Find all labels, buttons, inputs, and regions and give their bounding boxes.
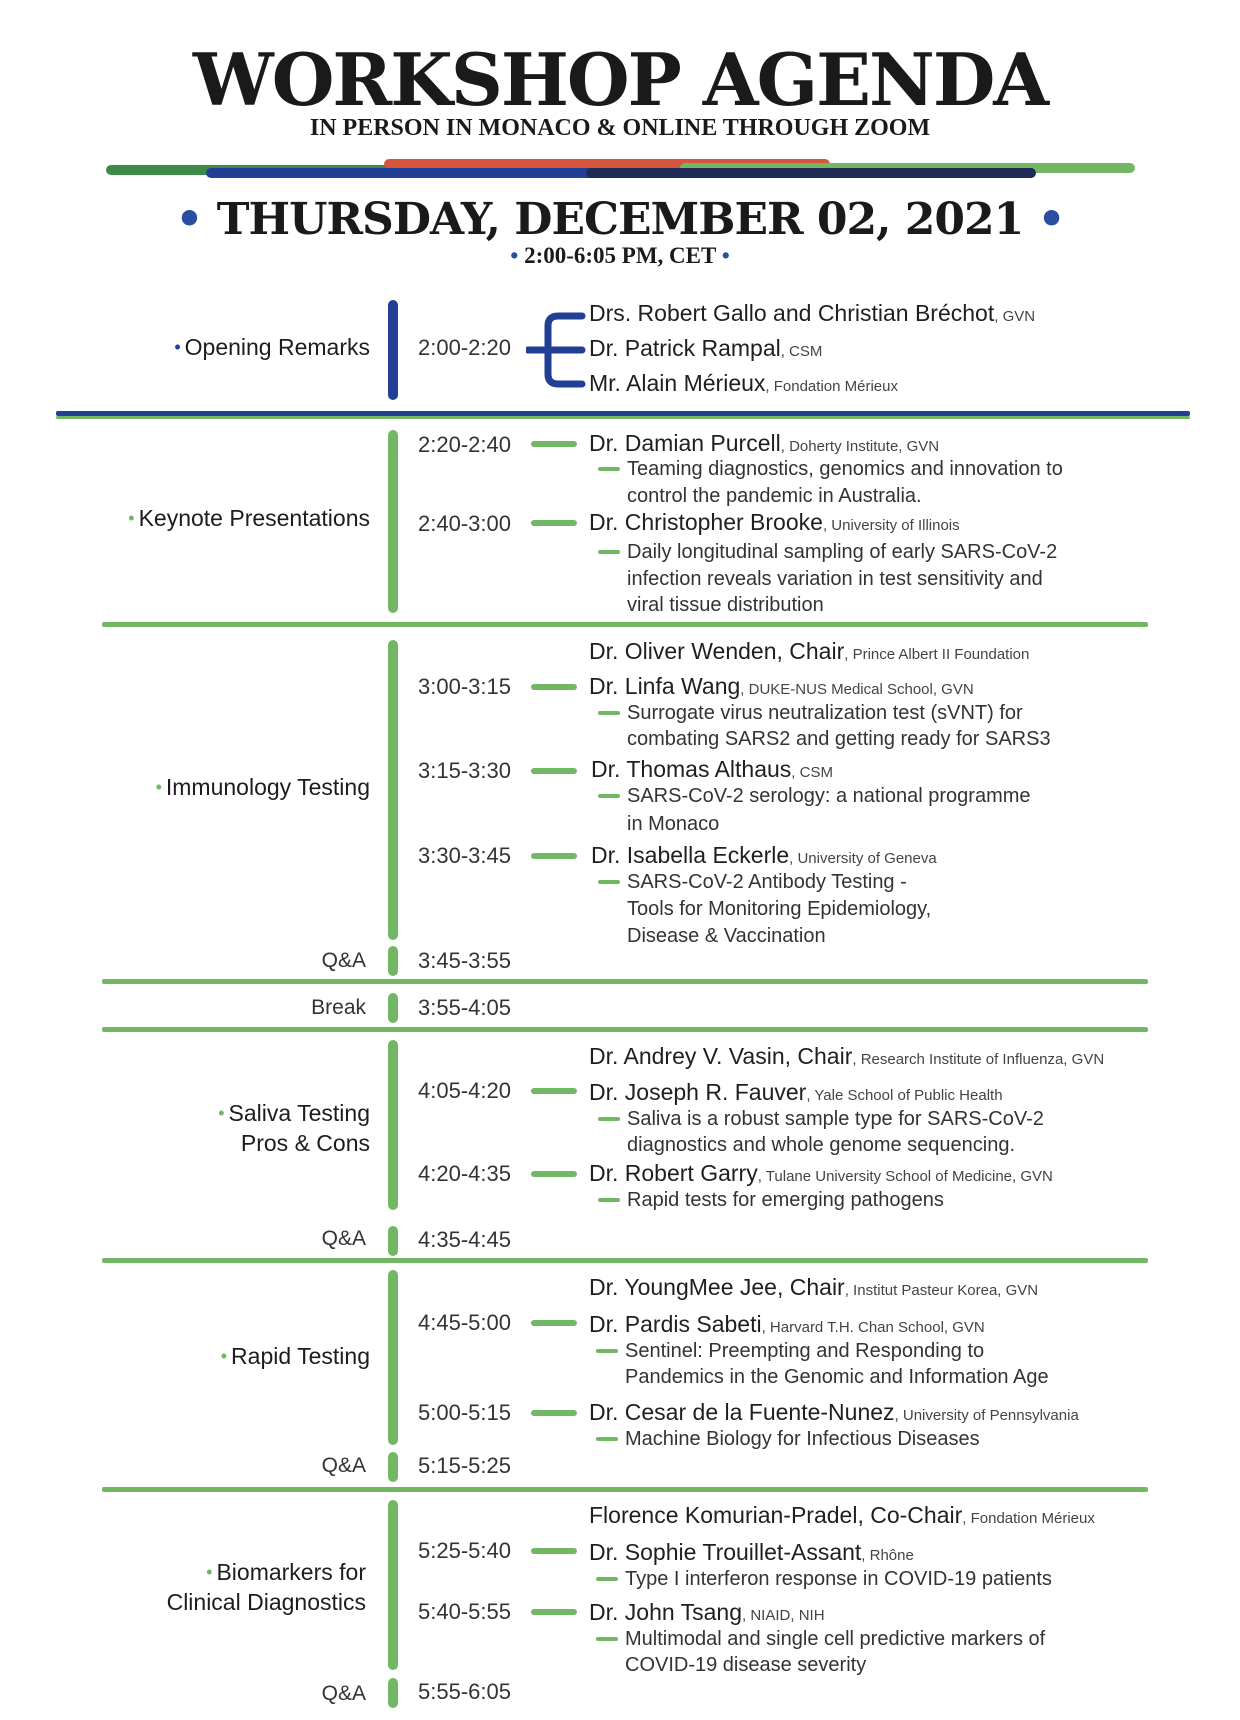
divider-green [102, 622, 1148, 627]
divider-green [102, 1487, 1148, 1492]
chair [589, 1500, 1095, 1534]
section-bullet: • [220, 1346, 228, 1366]
talk-title: Machine Biology for Infectious Diseases [625, 1428, 980, 1450]
speaker-name: Mr. Alain Mérieux [589, 370, 766, 396]
talk-title: SARS-CoV-2 Antibody Testing - [627, 871, 907, 893]
talk-title: control the pandemic in Australia. [627, 485, 922, 507]
talk-dash [598, 1198, 620, 1202]
qa-label: Q&A [321, 949, 366, 972]
speaker [589, 333, 822, 367]
chair-name: Dr. YoungMee Jee, Chair [589, 1274, 845, 1300]
qa-time: 3:45-3:55 [418, 948, 511, 973]
event-date [0, 193, 1240, 247]
section-bullet: • [128, 508, 135, 528]
connector-line [531, 520, 577, 526]
time-slot: 2:40-3:00 [418, 511, 511, 536]
connector-line [531, 441, 577, 447]
speaker-name: Dr. Cesar de la Fuente-Nunez [589, 1399, 895, 1425]
talk-title: Sentinel: Preempting and Responding to [625, 1340, 985, 1362]
time-slot: 4:20-4:35 [418, 1161, 511, 1186]
speaker-name: Dr. Joseph R. Fauver [589, 1079, 807, 1105]
page-title: WORKSHOP AGENDA [192, 37, 1048, 122]
talk-title: Type I interferon response in COVID-19 patients [625, 1568, 1052, 1590]
speaker-affiliation: , University of Pennsylvania [894, 1407, 1079, 1424]
section-label [80, 1341, 370, 1371]
section-label-text: Opening Remarks [184, 334, 370, 360]
qa-label: Q&A [321, 1682, 366, 1705]
speaker-name: Dr. Damian Purcell [589, 430, 781, 456]
band-navy [586, 168, 1036, 178]
talk-title: diagnostics and whole genome sequencing. [627, 1134, 1016, 1156]
time-slot: 5:25-5:40 [418, 1538, 511, 1563]
section-divider-bar [388, 430, 398, 613]
connector-line [531, 853, 577, 859]
section-label [80, 1557, 366, 1587]
speaker-name: Dr. Sophie Trouillet-Assant [589, 1539, 862, 1565]
chair [589, 1041, 1104, 1075]
speaker-affiliation: , CSM [780, 343, 823, 360]
section-label-text: Biomarkers for [216, 1559, 366, 1585]
talk-dash [596, 1349, 618, 1353]
time-slot: 5:40-5:55 [418, 1599, 511, 1624]
time-slot: 4:45-5:00 [418, 1310, 511, 1335]
section-label-text: Pros & Cons [240, 1130, 370, 1156]
connector-line [531, 1320, 577, 1326]
talk-title: Surrogate virus neutralization test (sVNT) for [627, 702, 1023, 724]
section-label-text: Saliva Testing [228, 1100, 370, 1126]
section-label-text: Keynote Presentations [138, 505, 370, 531]
qa-bar [388, 1226, 398, 1256]
time-slot: 2:20-2:40 [418, 432, 511, 457]
qa-bar [388, 946, 398, 976]
speaker [589, 298, 1035, 332]
section-label [120, 332, 370, 362]
speaker-affiliation: , CSM [791, 764, 833, 781]
speaker-name: Dr. Pardis Sabeti [589, 1311, 762, 1337]
speaker-name: Drs. Robert Gallo and Christian Bréchot [589, 300, 995, 326]
chair-affiliation: , Institut Pasteur Korea, GVN [844, 1282, 1039, 1299]
event-time-text: 2:00-6:05 PM, CET [524, 243, 716, 268]
talk-title: Rapid tests for emerging pathogens [627, 1189, 944, 1211]
divider-green [102, 1027, 1148, 1032]
time-slot: 3:00-3:15 [418, 674, 511, 699]
section-bullet: • [174, 337, 181, 357]
event-time [0, 243, 1240, 269]
speaker-affiliation: , University of Geneva [789, 850, 937, 867]
speaker-affiliation: , Harvard T.H. Chan School, GVN [761, 1319, 985, 1336]
speaker-affiliation: , Rhône [861, 1547, 914, 1564]
speaker-name: Dr. Patrick Rampal [589, 335, 781, 361]
qa-label: Q&A [321, 1454, 366, 1477]
speaker [589, 368, 898, 402]
qa-bar [388, 1678, 398, 1708]
qa-time: 4:35-4:45 [418, 1227, 511, 1252]
section-label-text: Immunology Testing [165, 774, 370, 800]
section-label [80, 503, 370, 533]
break-label: Break [311, 996, 366, 1019]
qa-bar [388, 1452, 398, 1482]
talk-dash [598, 467, 620, 471]
connector-line [531, 1548, 577, 1554]
section-divider-bar [388, 1040, 398, 1210]
section-label-text: Clinical Diagnostics [166, 1589, 366, 1615]
talk-title: Disease & Vaccination [627, 925, 826, 947]
connector-line [531, 768, 577, 774]
section-label [80, 772, 370, 802]
talk-dash [596, 1577, 618, 1581]
speaker-name: Dr. Isabella Eckerle [591, 842, 790, 868]
date-bullet-left: • [175, 194, 203, 245]
speaker-affiliation: , Doherty Institute, GVN [780, 438, 940, 455]
talk-dash [598, 1117, 620, 1121]
chair-name: Dr. Oliver Wenden, Chair [589, 638, 845, 664]
chair-name: Dr. Andrey V. Vasin, Chair [589, 1043, 853, 1069]
section-divider-bar [388, 1500, 398, 1670]
chair [589, 636, 1029, 670]
time-bullet-left: • [510, 243, 519, 268]
talk-title: combating SARS2 and getting ready for SARS3 [627, 728, 1051, 750]
speaker-name: Dr. Robert Garry [589, 1160, 758, 1186]
speaker-affiliation: , NIAID, NIH [742, 1607, 825, 1624]
section-divider-bar [388, 640, 398, 940]
talk-title: viral tissue distribution [627, 594, 824, 616]
talk-title: COVID-19 disease severity [625, 1654, 867, 1676]
talk-title: Multimodal and single cell predictive markers of [625, 1628, 1046, 1650]
qa-label: Q&A [321, 1227, 366, 1250]
section-bullet: • [218, 1103, 225, 1123]
talk-dash [598, 550, 620, 554]
connector-line [531, 1609, 577, 1615]
speaker-affiliation: , GVN [994, 308, 1036, 325]
divider-green [102, 1258, 1148, 1263]
time-slot: 5:00-5:15 [418, 1400, 511, 1425]
section-divider-bar [388, 300, 398, 400]
talk-title: in Monaco [627, 813, 720, 835]
chair-affiliation: , Fondation Mérieux [962, 1510, 1095, 1527]
connector-line [531, 1088, 577, 1094]
speaker-affiliation: , Yale School of Public Health [806, 1087, 1003, 1104]
talk-dash [596, 1437, 618, 1441]
connector-line [531, 1410, 577, 1416]
time-slot: 2:00-2:20 [418, 335, 511, 360]
talk-title: SARS-CoV-2 serology: a national programme [627, 785, 1031, 807]
talk-title: Pandemics in the Genomic and Information Age [625, 1366, 1049, 1388]
time-bullet-right: • [721, 243, 730, 268]
talk-title: Teaming diagnostics, genomics and innovation to [627, 458, 1063, 480]
speaker-affiliation: , University of Illinois [822, 517, 960, 534]
page-subtitle: IN PERSON IN MONACO & ONLINE THROUGH ZOOM [309, 115, 931, 141]
qa-time: 5:15-5:25 [418, 1453, 511, 1478]
talk-dash [598, 880, 620, 884]
section-bullet: • [155, 777, 162, 797]
speaker [589, 507, 960, 541]
divider-green [102, 979, 1148, 984]
talk-title: infection reveals variation in test sensitivity and [627, 568, 1043, 590]
time-slot: 3:30-3:45 [418, 843, 511, 868]
chair [589, 1272, 1038, 1306]
talk-dash [598, 794, 620, 798]
speaker-name: Dr. Linfa Wang [589, 673, 741, 699]
talk-dash [598, 711, 620, 715]
time-slot: 4:05-4:20 [418, 1078, 511, 1103]
break-time: 3:55-4:05 [418, 995, 511, 1020]
chair-affiliation: , Prince Albert II Foundation [844, 646, 1030, 663]
chair-name: Florence Komurian-Pradel, Co-Chair [589, 1502, 963, 1528]
speaker-affiliation: , Tulane University School of Medicine, GVN [757, 1168, 1053, 1185]
bracket-icon [526, 312, 586, 388]
time-slot: 3:15-3:30 [418, 758, 511, 783]
date-bullet-right: • [1037, 194, 1065, 245]
talk-title: Daily longitudinal sampling of early SARS-CoV-2 [627, 541, 1058, 563]
divider-green [56, 416, 1190, 419]
speaker-name: Dr. Thomas Althaus [591, 756, 792, 782]
band-blue [206, 168, 604, 178]
section-divider-bar [388, 1270, 398, 1445]
event-date-text: THURSDAY, DECEMBER 02, 2021 [216, 194, 1024, 245]
talk-title: Tools for Monitoring Epidemiology, [627, 898, 932, 920]
section-bullet: • [206, 1562, 213, 1582]
talk-title: Saliva is a robust sample type for SARS-CoV-2 [627, 1108, 1044, 1130]
section-label [80, 1098, 370, 1128]
connector-line [531, 1171, 577, 1177]
section-label-text: Rapid Testing [231, 1343, 370, 1369]
speaker-affiliation: , DUKE-NUS Medical School, GVN [740, 681, 974, 698]
break-bar [388, 993, 398, 1023]
talk-dash [596, 1637, 618, 1641]
qa-time: 5:55-6:05 [418, 1679, 511, 1704]
speaker-name: Dr. John Tsang [589, 1599, 743, 1625]
speaker-name: Dr. Christopher Brooke [589, 509, 823, 535]
connector-line [531, 684, 577, 690]
chair-affiliation: , Research Institute of Influenza, GVN [852, 1051, 1105, 1068]
speaker-affiliation: , Fondation Mérieux [765, 378, 898, 395]
